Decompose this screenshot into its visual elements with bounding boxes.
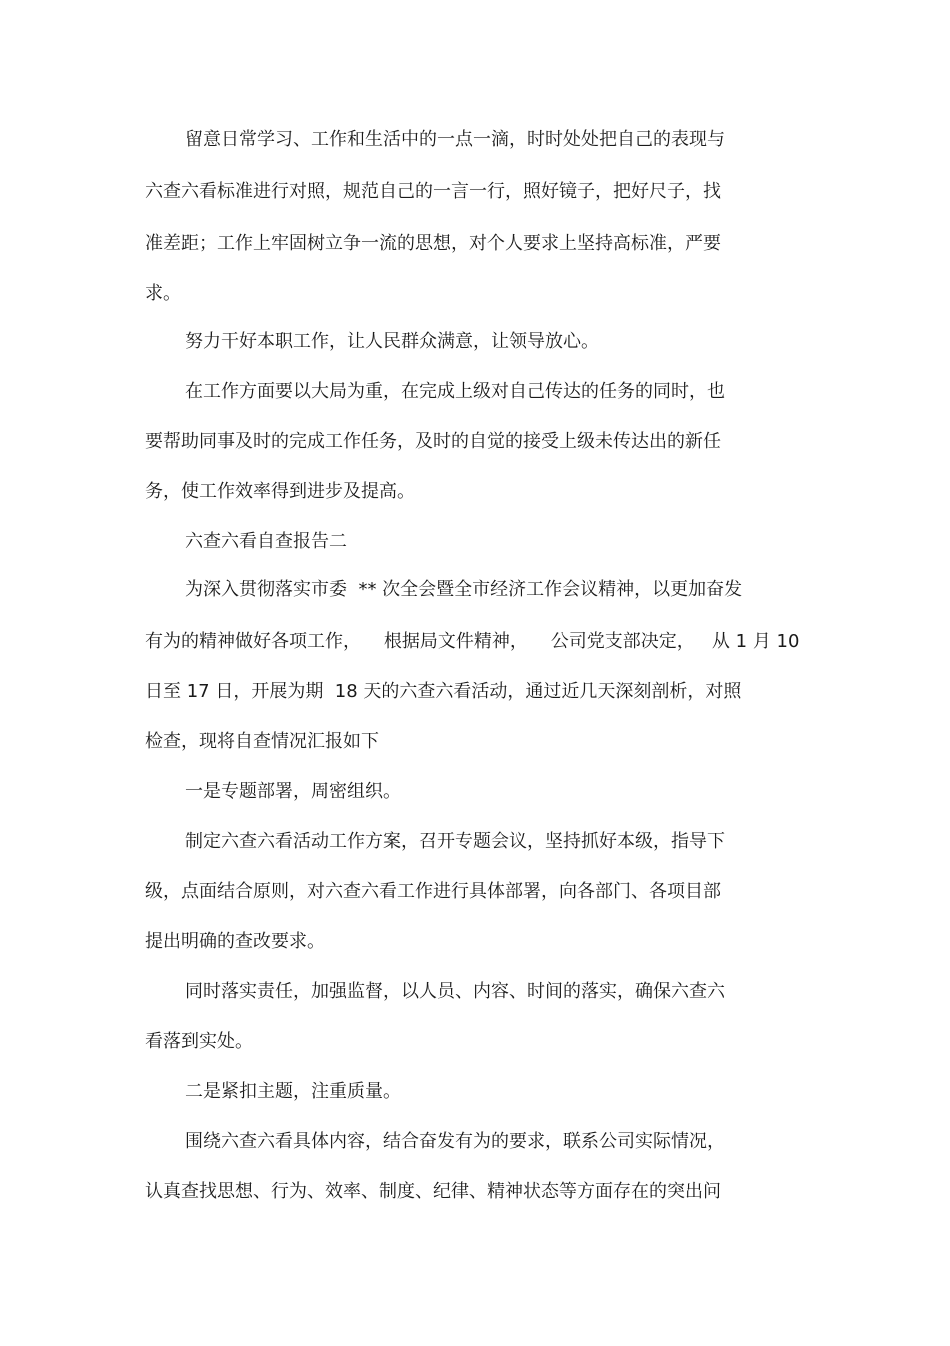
text-line: 求。: [145, 283, 181, 304]
text-line: 认真查找思想、行为、效率、制度、纪律、精神状态等方面存在的突出问: [145, 1181, 721, 1202]
text-line: 努力干好本职工作，让人民群众满意，让领导放心。: [185, 331, 599, 352]
text-line: 围绕六查六看具体内容，结合奋发有为的要求，联系公司实际情况，: [185, 1131, 725, 1152]
text-line: 留意日常学习、工作和生活中的一点一滴，时时处处把自己的表现与: [185, 129, 725, 150]
text-line: 在工作方面要以大局为重，在完成上级对自己传达的任务的同时，也: [185, 381, 725, 402]
text-line: 务，使工作效率得到进步及提高。: [145, 481, 415, 502]
text-line: 看落到实处。: [145, 1031, 253, 1052]
section-heading: 六查六看自查报告二: [185, 531, 347, 552]
text-line: 准差距；工作上牢固树立争一流的思想，对个人要求上坚持高标准，严要: [145, 233, 721, 254]
text-line: 检查，现将自查情况汇报如下: [145, 731, 379, 752]
text-line: 六查六看标准进行对照，规范自己的一言一行，照好镜子，把好尺子，找: [145, 181, 721, 202]
text-line: 为深入贯彻落实市委 ** 次全会暨全市经济工作会议精神，以更加奋发: [185, 579, 743, 600]
text-line: 制定六查六看活动工作方案，召开专题会议，坚持抓好本级，指导下: [185, 831, 725, 852]
text-line: 一是专题部署，周密组织。: [185, 781, 401, 802]
text-line: 二是紧扣主题，注重质量。: [185, 1081, 401, 1102]
text-line: 有为的精神做好各项工作， 根据局文件精神， 公司党支部决定， 从 1 月 10: [145, 631, 800, 652]
text-line: 提出明确的查改要求。: [145, 931, 325, 952]
text-line: 同时落实责任，加强监督，以人员、内容、时间的落实，确保六查六: [185, 981, 725, 1002]
text-line: 要帮助同事及时的完成工作任务，及时的自觉的接受上级未传达出的新任: [145, 431, 721, 452]
text-line: 级，点面结合原则，对六查六看工作进行具体部署，向各部门、各项目部: [145, 881, 721, 902]
text-line: 日至 17 日，开展为期 18 天的六查六看活动，通过近几天深刻剖析，对照: [145, 681, 742, 702]
